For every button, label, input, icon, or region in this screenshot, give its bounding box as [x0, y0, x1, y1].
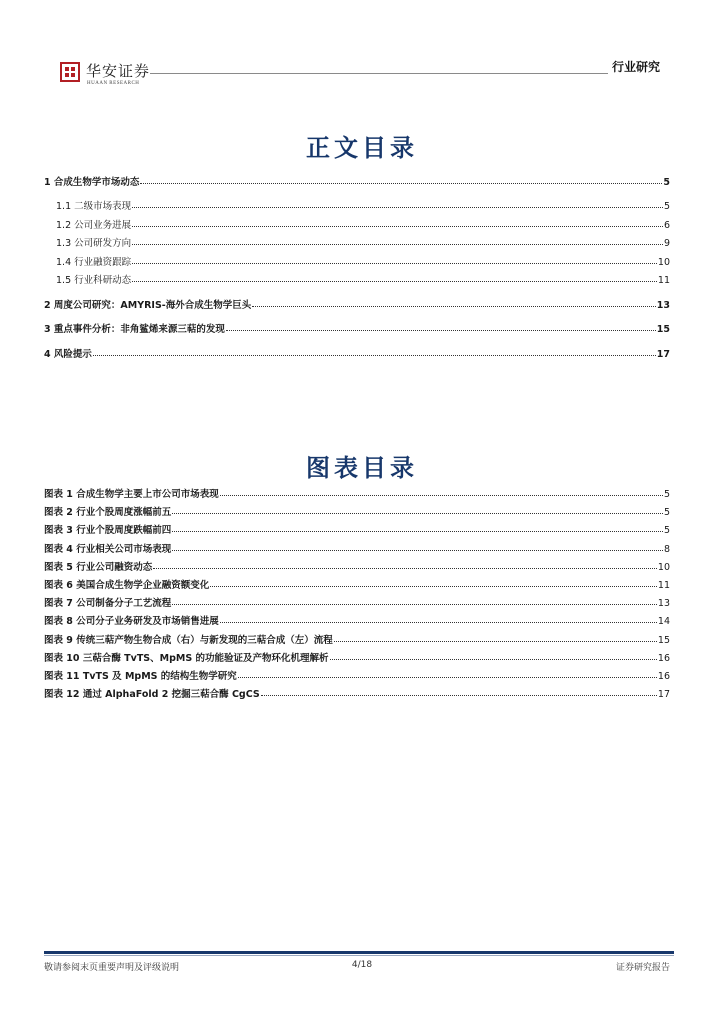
figure-list-entry[interactable] — [44, 541, 670, 555]
page-number: 4/18 — [351, 960, 373, 970]
toc-leader-dots — [261, 687, 657, 696]
toc-entry-page: 6 — [663, 219, 670, 231]
toc-entry-page: 14 — [657, 616, 670, 628]
toc-entry-page: 9 — [663, 238, 670, 249]
toc-entry-label: 2 周度公司研究：AMYRIS-海外合成生物学巨头 — [44, 299, 252, 311]
toc-leader-dots — [330, 651, 657, 660]
toc-leader-dots — [140, 175, 662, 184]
toc-entry-page: 5 — [663, 201, 670, 212]
figure-list-entry[interactable] — [44, 559, 670, 573]
figures-title: 图表目录 — [306, 454, 418, 482]
toc-section-entry[interactable] — [44, 174, 670, 188]
toc-subsection-entry[interactable] — [56, 198, 670, 212]
toc-section-entry[interactable] — [44, 321, 670, 335]
brand-name: 华安证券 — [86, 62, 151, 80]
toc-leader-dots — [132, 273, 657, 282]
figure-list-entry[interactable] — [44, 613, 670, 627]
toc-entry-label: 1.5 行业科研动态 — [56, 275, 132, 286]
toc-entry-label: 图表 9 传统三萜产物生物合成（右）与新发现的三萜合成（左）流程 — [44, 634, 333, 646]
toc-entry-page: 15 — [656, 324, 670, 335]
toc-leader-dots — [252, 298, 656, 307]
toc-leader-dots — [220, 614, 657, 623]
toc-entry-page: 10 — [657, 561, 670, 573]
toc-entry-page: 5 — [663, 489, 670, 500]
toc-entry-label: 图表 12 通过 AlphaFold 2 挖掘三萜合酶 CgCS — [44, 689, 260, 701]
toc-entry-label: 1.3 公司研发方向 — [56, 238, 132, 249]
toc-leader-dots — [172, 596, 657, 605]
toc-entry-label: 图表 1 合成生物学主要上市公司市场表现 — [44, 489, 219, 500]
toc-entry-label: 图表 11 TvTS 及 MpMS 的结构生物学研究 — [44, 671, 237, 682]
footer-divider-thin — [44, 955, 674, 956]
toc-entry-page: 13 — [657, 598, 670, 610]
toc-leader-dots — [132, 236, 663, 245]
toc-entry-page: 17 — [657, 689, 670, 701]
figure-list-entry[interactable] — [44, 504, 670, 518]
toc-entry-label: 4 风险提示 — [44, 348, 92, 360]
toc-entry-label: 图表 5 行业公司融资动态 — [44, 561, 153, 573]
toc-leader-dots — [220, 487, 663, 496]
footer-divider — [44, 951, 674, 954]
toc-entry-page: 8 — [663, 543, 670, 555]
report-category: 行业研究 — [608, 58, 660, 75]
toc-subsection-entry[interactable] — [56, 254, 670, 268]
toc-leader-dots — [334, 633, 657, 642]
toc-leader-dots — [226, 322, 656, 331]
toc-entry-label: 图表 2 行业个股周度涨幅前五 — [44, 507, 172, 519]
toc-subsection-entry[interactable] — [56, 235, 670, 249]
toc-leader-dots — [93, 347, 656, 356]
toc-entry-page: 13 — [656, 299, 670, 311]
toc-entry-label: 图表 10 三萜合酶 TvTS、MpMS 的功能验证及产物环化机理解析 — [44, 652, 329, 664]
page-header — [44, 56, 660, 92]
brand-logo-icon — [60, 62, 80, 82]
figure-list-entry[interactable] — [44, 668, 670, 682]
toc-entry-label: 图表 8 公司分子业务研发及市场销售进展 — [44, 616, 219, 628]
toc-entry-label: 1.2 公司业务进展 — [56, 219, 132, 231]
toc-entry-label: 1.1 二级市场表现 — [56, 201, 132, 212]
toc-entry-label: 图表 3 行业个股周度跌幅前四 — [44, 525, 172, 537]
toc-entry-page: 10 — [657, 256, 670, 268]
toc-entry-page: 16 — [657, 671, 670, 682]
toc-entry-page: 5 — [663, 525, 670, 537]
footer-doc-type: 证券研究报告 — [615, 963, 670, 973]
toc-section-entry[interactable] — [44, 346, 670, 360]
toc-entry-label: 1.4 行业融资跟踪 — [56, 256, 132, 268]
figure-list-entry[interactable] — [44, 632, 670, 646]
toc-leader-dots — [172, 505, 663, 514]
toc-entry-label: 图表 6 美国合成生物学企业融资额变化 — [44, 580, 210, 591]
toc-entry-page: 16 — [657, 652, 670, 664]
toc-leader-dots — [238, 669, 657, 678]
contents-title: 正文目录 — [306, 134, 418, 162]
toc-entry-label: 1 合成生物学市场动态 — [44, 177, 140, 188]
toc-entry-page: 11 — [657, 275, 670, 286]
footer-disclaimer[interactable]: 敬请参阅末页重要声明及评级说明 — [44, 963, 180, 973]
toc-entry-page: 5 — [663, 177, 670, 188]
toc-entry-page: 17 — [656, 348, 670, 360]
toc-leader-dots — [172, 523, 663, 532]
toc-entry-page: 5 — [663, 507, 670, 519]
figure-list-entry[interactable] — [44, 522, 670, 536]
toc-subsection-entry[interactable] — [56, 272, 670, 286]
toc-subsection-entry[interactable] — [56, 217, 670, 231]
brand-name-en: HUAAN RESEARCH — [87, 81, 140, 86]
toc-leader-dots — [132, 199, 663, 208]
toc-entry-page: 11 — [657, 580, 670, 591]
toc-leader-dots — [172, 542, 663, 551]
toc-entry-label: 图表 4 行业相关公司市场表现 — [44, 543, 172, 555]
toc-entry-label: 3 重点事件分析：非角鲨烯来源三萜的发现 — [44, 324, 225, 335]
toc-section-entry[interactable] — [44, 297, 670, 311]
figure-list-entry[interactable] — [44, 650, 670, 664]
toc-entry-page: 15 — [657, 634, 670, 646]
figure-list-entry[interactable] — [44, 686, 670, 700]
toc-leader-dots — [132, 255, 657, 264]
toc-leader-dots — [210, 578, 657, 587]
figure-list-entry[interactable] — [44, 577, 670, 591]
toc-leader-dots — [132, 218, 663, 227]
figure-list-entry[interactable] — [44, 486, 670, 500]
toc-entry-label: 图表 7 公司制备分子工艺流程 — [44, 598, 172, 610]
figure-list-entry[interactable] — [44, 595, 670, 609]
toc-leader-dots — [153, 560, 657, 569]
